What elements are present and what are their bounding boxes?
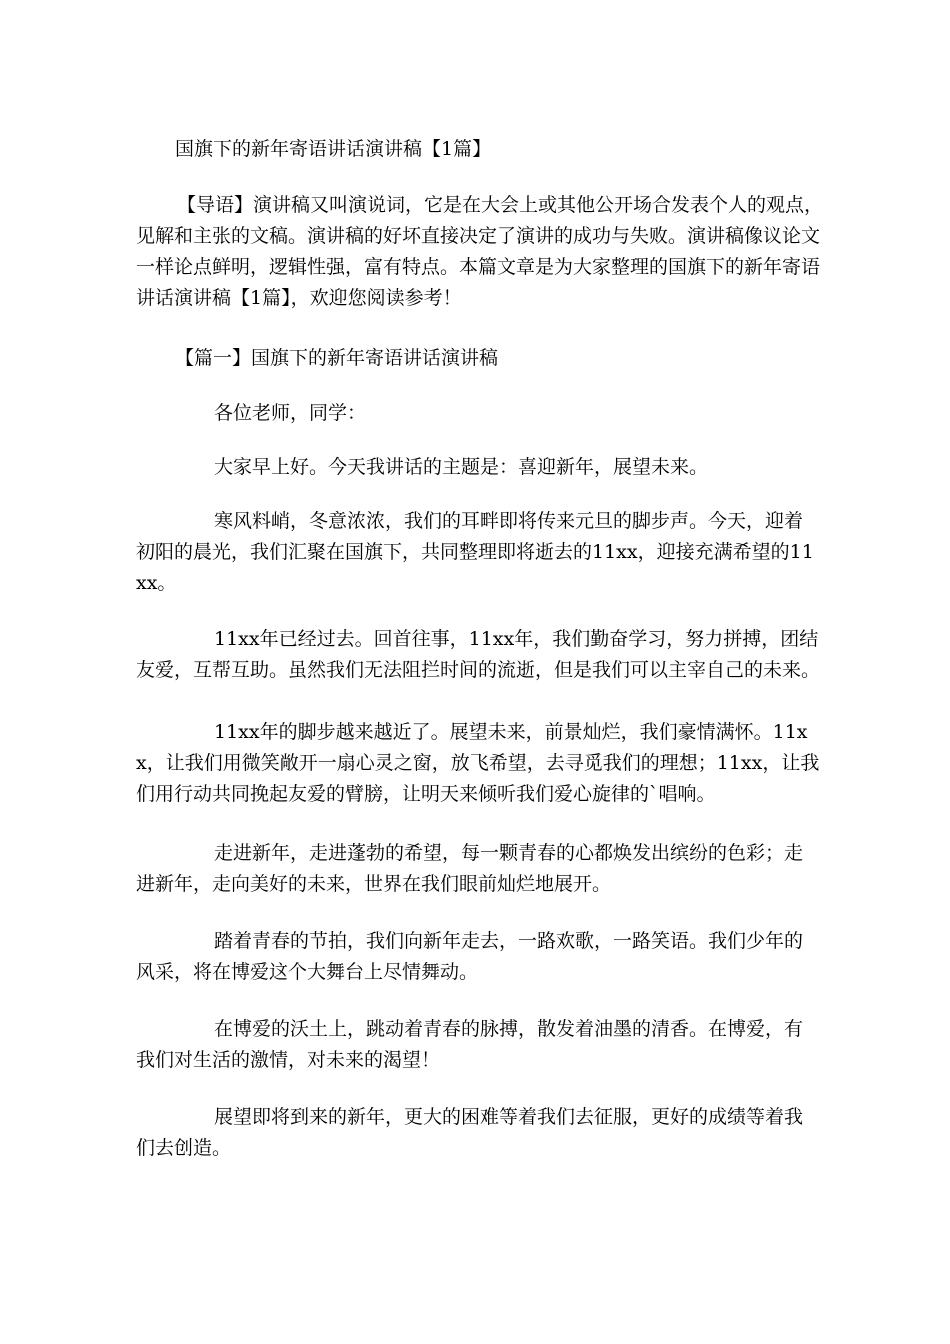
body-paragraph-6: 踏着青春的节拍，我们向新年走去，一路欢歌，一路笑语。我们少年的风采，将在博爱这个大舞台上尽情舞动。 (136, 930, 804, 983)
intro-paragraph: 【导语】演讲稿又叫演说词，它是在大会上或其他公开场合发表个人的观点，见解和主张的文稿。演讲稿的好坏直接决定了演讲的成功与失败。演讲稿像议论文一样论点鲜明，逻辑性强，富有特点。本篇文章是为大家整理的国旗下的新年寄语讲话演讲稿【1篇】，欢迎您阅读参考！ (136, 194, 824, 309)
body-paragraph-7: 在博爱的沃土上，跳动着青春的脉搏，散发着油墨的清香。在博爱，有我们对生活的激情，对未来的渴望！ (136, 1018, 804, 1071)
section-heading: 【篇一】国旗下的新年寄语讲话演讲稿 (175, 347, 499, 369)
body-paragraph-5: 走进新年，走进蓬勃的希望，每一颗青春的心都焕发出缤纷的色彩；走进新年，走向美好的未来，世界在我们眼前灿烂地展开。 (136, 842, 804, 895)
body-paragraph-2: 寒风料峭，冬意浓浓，我们的耳畔即将传来元旦的脚步声。今天，迎着初阳的晨光，我们汇聚在国旗下，共同整理即将逝去的11xx，迎接充满希望的11xx。 (136, 510, 814, 594)
body-paragraph-4: 11xx年的脚步越来越近了。展望未来，前景灿烂，我们豪情满怀。11xx，让我们用微笑敞开一扇心灵之窗，放飞希望，去寻觅我们的理想；11xx，让我们用行动共同挽起友爱的臂膀，让明天来倾听我们爱心旋律的`唱响。 (136, 721, 820, 805)
body-paragraph-8: 展望即将到来的新年，更大的困难等着我们去征服，更好的成绩等着我们去创造。 (136, 1106, 804, 1159)
document-title: 国旗下的新年寄语讲话演讲稿【1篇】 (175, 138, 492, 160)
body-paragraph-1: 大家早上好。今天我讲话的主题是：喜迎新年，展望未来。 (214, 456, 709, 478)
greeting-line: 各位老师，同学： (214, 402, 367, 424)
body-paragraph-3: 11xx年已经过去。回首往事，11xx年，我们勤奋学习，努力拼搏，团结友爱，互帮互助。虽然我们无法阻拦时间的流逝，但是我们可以主宰自己的未来。 (136, 628, 821, 681)
